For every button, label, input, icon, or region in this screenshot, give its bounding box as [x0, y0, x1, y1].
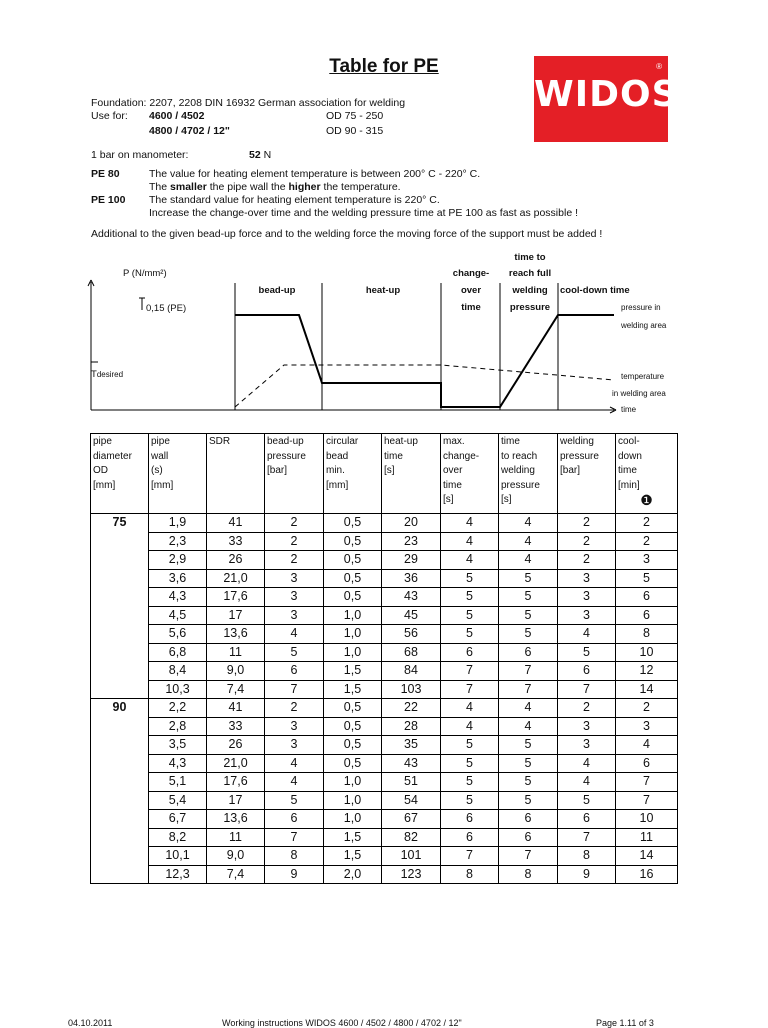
table-cell: 2	[616, 699, 678, 718]
table-cell: 14	[616, 680, 678, 699]
column-header: pipe wall (s) [mm]	[149, 434, 207, 514]
table-cell: 0,5	[324, 754, 382, 773]
table-cell: 2,9	[149, 551, 207, 570]
table-cell: 1,0	[324, 810, 382, 829]
table-cell: 9	[558, 865, 616, 884]
table-cell: 3	[265, 588, 324, 607]
table-cell: 8	[499, 865, 558, 884]
table-cell: 6	[441, 828, 499, 847]
table-cell: 68	[382, 643, 441, 662]
table-body	[91, 514, 678, 884]
table-row	[91, 680, 678, 699]
table-cell: 16	[616, 865, 678, 884]
table-cell: 0,5	[324, 736, 382, 755]
widos-logo	[534, 56, 679, 142]
table-cell: 4,3	[149, 754, 207, 773]
table-cell: 3,5	[149, 736, 207, 755]
table-cell: 9,0	[207, 847, 265, 866]
table-cell: 5	[499, 606, 558, 625]
table-cell: 5,6	[149, 625, 207, 644]
table-cell: 17,6	[207, 588, 265, 607]
table-cell: 13,6	[207, 810, 265, 829]
table-row	[91, 662, 678, 681]
table-cell: 7	[616, 791, 678, 810]
table-cell: 2	[265, 532, 324, 551]
table-cell: 2	[616, 514, 678, 533]
table-cell: 3	[616, 551, 678, 570]
table-cell: 56	[382, 625, 441, 644]
table-cell: 28	[382, 717, 441, 736]
table-row	[91, 736, 678, 755]
table-cell: 4	[441, 551, 499, 570]
table-cell: 4	[441, 514, 499, 533]
table-cell: 3	[558, 736, 616, 755]
table-cell: 9	[265, 865, 324, 884]
reach-label-2: reach full	[508, 268, 552, 279]
table-cell: 7	[616, 773, 678, 792]
table-cell: 4	[558, 625, 616, 644]
column-header: heat-up time [s]	[382, 434, 441, 514]
table-cell: 41	[207, 514, 265, 533]
table-row	[91, 828, 678, 847]
table-cell: 6	[616, 588, 678, 607]
table-cell: 10	[616, 810, 678, 829]
change-over-label-2: over	[460, 285, 482, 296]
table-cell: 5	[558, 643, 616, 662]
table-cell: 4	[499, 699, 558, 718]
table-cell: 6,8	[149, 643, 207, 662]
table-cell: 17	[207, 791, 265, 810]
footer-page: Page 1.11 of 3	[596, 1018, 654, 1028]
column-header: bead-up pressure [bar]	[265, 434, 324, 514]
table-cell: 4	[499, 532, 558, 551]
table-cell: 7,4	[207, 680, 265, 699]
table-row	[91, 791, 678, 810]
table-cell: 11	[207, 828, 265, 847]
table-cell: 20	[382, 514, 441, 533]
table-cell: 3	[265, 569, 324, 588]
table-cell: 9,0	[207, 662, 265, 681]
pressure-in-label-2: welding area	[621, 321, 667, 330]
table-cell: 17	[207, 606, 265, 625]
table-cell: 7	[441, 847, 499, 866]
table-cell: 84	[382, 662, 441, 681]
table-cell: 21,0	[207, 569, 265, 588]
table-cell: 21,0	[207, 754, 265, 773]
pipe-diameter-cell	[91, 569, 149, 588]
table-cell: 8,2	[149, 828, 207, 847]
table-cell: 67	[382, 810, 441, 829]
model-b: 4800 / 4702 / 12"	[149, 125, 230, 137]
pressure-curve	[235, 315, 614, 407]
page-title: Table for PE	[329, 56, 439, 77]
table-cell: 7	[499, 680, 558, 699]
pressure-value-label: 0,15 (PE)	[146, 303, 187, 314]
table-cell: 6	[499, 643, 558, 662]
pipe-diameter-cell	[91, 662, 149, 681]
table-cell: 4,3	[149, 588, 207, 607]
pipe-diameter-cell	[91, 532, 149, 551]
table-cell: 4	[499, 551, 558, 570]
table-cell: 26	[207, 736, 265, 755]
table-cell: 4	[441, 532, 499, 551]
table-cell: 5	[265, 643, 324, 662]
table-row	[91, 569, 678, 588]
table-cell: 0,5	[324, 569, 382, 588]
table-cell: 43	[382, 754, 441, 773]
foundation-text: Foundation: 2207, 2208 DIN 16932 German association for welding	[91, 97, 406, 109]
table-cell: 7	[441, 662, 499, 681]
table-cell: 3	[558, 606, 616, 625]
table-cell: 5	[499, 569, 558, 588]
table-cell: 12	[616, 662, 678, 681]
table-row	[91, 699, 678, 718]
cool-down-label: cool-down time	[560, 285, 630, 296]
pe80-line-1: The value for heating element temperature is between 200° C - 220° C.	[149, 168, 481, 180]
table-row	[91, 754, 678, 773]
temperature-label-2: in welding area	[612, 389, 666, 398]
table-cell: 4	[441, 699, 499, 718]
pipe-diameter-cell	[91, 810, 149, 829]
table-cell: 8	[441, 865, 499, 884]
table-cell: 1,5	[324, 847, 382, 866]
table-cell: 7	[558, 828, 616, 847]
pipe-diameter-cell	[91, 773, 149, 792]
table-cell: 2,0	[324, 865, 382, 884]
table-cell: 3,6	[149, 569, 207, 588]
table-cell: 22	[382, 699, 441, 718]
bead-up-label: bead-up	[258, 285, 296, 296]
table-cell: 10,3	[149, 680, 207, 699]
table-cell: 7	[441, 680, 499, 699]
table-cell: 0,5	[324, 588, 382, 607]
table-cell: 4	[558, 754, 616, 773]
table-cell: 13,6	[207, 625, 265, 644]
table-cell: 3	[558, 717, 616, 736]
pe100-line-1: The standard value for heating element temperature is 220° C.	[149, 194, 440, 206]
model-a: 4600 / 4502	[149, 110, 205, 122]
footer-document: Working instructions WIDOS 4600 / 4502 / 4800 / 4702 / 12"	[222, 1018, 462, 1028]
table-cell: 1,0	[324, 625, 382, 644]
table-cell: 2	[558, 699, 616, 718]
table-cell: 10	[616, 643, 678, 662]
table-cell: 0,5	[324, 717, 382, 736]
table-cell: 12,3	[149, 865, 207, 884]
table-cell: 36	[382, 569, 441, 588]
table-cell: 11	[616, 828, 678, 847]
table-row	[91, 532, 678, 551]
table-cell: 43	[382, 588, 441, 607]
reach-label-4: pressure	[509, 302, 551, 313]
table-cell: 2,2	[149, 699, 207, 718]
table-cell: 3	[265, 717, 324, 736]
table-cell: 2,8	[149, 717, 207, 736]
pipe-diameter-cell	[91, 828, 149, 847]
table-cell: 2	[558, 514, 616, 533]
table-cell: 10,1	[149, 847, 207, 866]
column-header: SDR	[207, 434, 265, 514]
table-cell: 45	[382, 606, 441, 625]
table-header-row	[91, 434, 678, 514]
column-header: time to reach welding pressure [s]	[499, 434, 558, 514]
table-cell: 103	[382, 680, 441, 699]
table-cell: 7	[265, 828, 324, 847]
table-cell: 6	[441, 810, 499, 829]
pe80-label: PE 80	[91, 168, 120, 180]
table-cell: 4	[499, 717, 558, 736]
table-cell: 5	[499, 791, 558, 810]
table-row	[91, 847, 678, 866]
table-cell: 8,4	[149, 662, 207, 681]
table-cell: 4	[265, 773, 324, 792]
column-header: pipe diameter OD [mm]	[91, 434, 149, 514]
pipe-diameter-cell	[91, 717, 149, 736]
reach-label-3: welding	[512, 285, 548, 296]
table-cell: 29	[382, 551, 441, 570]
pipe-diameter-cell	[91, 680, 149, 699]
pe80-line-2: The smaller the pipe wall the higher the temperature.	[149, 181, 401, 193]
table-cell: 2	[558, 532, 616, 551]
table-cell: 3	[558, 569, 616, 588]
table-row	[91, 643, 678, 662]
table-cell: 7	[499, 662, 558, 681]
table-cell: 5	[499, 588, 558, 607]
table-row	[91, 514, 678, 533]
column-header: max. change- over time [s]	[441, 434, 499, 514]
table-cell: 4	[616, 736, 678, 755]
pipe-diameter-cell	[91, 625, 149, 644]
table-cell: 5	[558, 791, 616, 810]
temperature-curve	[235, 365, 614, 407]
welding-cycle-diagram	[84, 250, 684, 425]
pressure-in-label-1: pressure in	[621, 303, 661, 312]
pressure-axis-label: P (N/mm²)	[123, 268, 167, 279]
table-cell: 2	[265, 514, 324, 533]
table-cell: 2,3	[149, 532, 207, 551]
table-cell: 5	[616, 569, 678, 588]
table-cell: 3	[558, 588, 616, 607]
table-cell: 7	[558, 680, 616, 699]
table-cell: 7,4	[207, 865, 265, 884]
table-cell: 6	[265, 662, 324, 681]
table-cell: 5,4	[149, 791, 207, 810]
table-cell: 1,5	[324, 680, 382, 699]
table-row	[91, 606, 678, 625]
table-cell: 1,5	[324, 828, 382, 847]
table-row	[91, 773, 678, 792]
table-cell: 5	[441, 625, 499, 644]
table-row	[91, 625, 678, 644]
table-cell: 41	[207, 699, 265, 718]
table-cell: 17,6	[207, 773, 265, 792]
pipe-diameter-cell	[91, 606, 149, 625]
pipe-diameter-cell: 75	[91, 514, 149, 533]
table-cell: 14	[616, 847, 678, 866]
table-cell: 5	[441, 773, 499, 792]
table-cell: 5	[499, 736, 558, 755]
table-cell: 1,0	[324, 791, 382, 810]
table-cell: 6	[441, 643, 499, 662]
table-cell: 0,5	[324, 532, 382, 551]
table-cell: 1,9	[149, 514, 207, 533]
table-cell: 4	[558, 773, 616, 792]
welding-parameters-table	[90, 433, 678, 884]
table-cell: 54	[382, 791, 441, 810]
table-cell: 6	[558, 810, 616, 829]
table-cell: 5,1	[149, 773, 207, 792]
table-cell: 0,5	[324, 699, 382, 718]
table-cell: 6	[616, 606, 678, 625]
table-cell: 5	[499, 754, 558, 773]
table-cell: 35	[382, 736, 441, 755]
table-cell: 0,5	[324, 514, 382, 533]
table-cell: 11	[207, 643, 265, 662]
table-cell: 2	[265, 551, 324, 570]
table-cell: 33	[207, 717, 265, 736]
table-cell: 51	[382, 773, 441, 792]
pe100-label: PE 100	[91, 194, 126, 206]
table-cell: 101	[382, 847, 441, 866]
column-header: welding pressure [bar]	[558, 434, 616, 514]
pipe-diameter-cell: 90	[91, 699, 149, 718]
table-cell: 5	[499, 773, 558, 792]
table-cell: 5	[499, 625, 558, 644]
column-header: circular bead min. [mm]	[324, 434, 382, 514]
table-row	[91, 810, 678, 829]
table-row	[91, 588, 678, 607]
table-cell: 6	[558, 662, 616, 681]
table-row	[91, 551, 678, 570]
heat-up-label: heat-up	[365, 285, 401, 296]
temperature-label-1: temperature	[621, 372, 665, 381]
table-cell: 3	[265, 736, 324, 755]
table-cell: 2	[265, 699, 324, 718]
table-cell: 123	[382, 865, 441, 884]
bar-manometer-label: 1 bar on manometer:	[91, 149, 189, 161]
pe100-line-2: Increase the change-over time and the welding pressure time at PE 100 as fast as possible !	[149, 207, 578, 219]
table-cell: 82	[382, 828, 441, 847]
logo-text: WIDOS	[534, 74, 679, 115]
table-cell: 6	[499, 810, 558, 829]
table-cell: 1,0	[324, 606, 382, 625]
table-cell: 6,7	[149, 810, 207, 829]
table-cell: 1,0	[324, 643, 382, 662]
table-cell: 33	[207, 532, 265, 551]
table-cell: 5	[441, 606, 499, 625]
table-cell: 4	[265, 754, 324, 773]
logo-registered-mark: ®	[656, 62, 662, 71]
table-cell: 23	[382, 532, 441, 551]
table-row	[91, 717, 678, 736]
table-cell: 6	[499, 828, 558, 847]
table-cell: 2	[558, 551, 616, 570]
table-cell: 4	[265, 625, 324, 644]
table-cell: 8	[558, 847, 616, 866]
change-over-label-1: change-	[452, 268, 490, 279]
table-cell: 5	[441, 588, 499, 607]
footer-date: 04.10.2011	[68, 1018, 113, 1028]
pipe-diameter-cell	[91, 588, 149, 607]
table-cell: 5	[441, 569, 499, 588]
bar-manometer-value: 52 N	[249, 149, 272, 161]
pipe-diameter-cell	[91, 791, 149, 810]
table-cell: 1,5	[324, 662, 382, 681]
table-cell: 26	[207, 551, 265, 570]
table-cell: 4	[441, 717, 499, 736]
note-marker-icon: ❶	[640, 492, 653, 508]
pipe-diameter-cell	[91, 865, 149, 884]
table-cell: 3	[265, 606, 324, 625]
column-header: cool- down time [min] ❶	[616, 434, 678, 514]
table-cell: 5	[265, 791, 324, 810]
pipe-diameter-cell	[91, 643, 149, 662]
t-desired-label: Tdesired	[91, 369, 124, 380]
change-over-label-3: time	[461, 302, 481, 313]
reach-label-1: time to	[514, 252, 546, 263]
pipe-diameter-cell	[91, 551, 149, 570]
table-cell: 6	[265, 810, 324, 829]
table-cell: 0,5	[324, 551, 382, 570]
table-cell: 5	[441, 736, 499, 755]
pipe-diameter-cell	[91, 736, 149, 755]
use-for-label: Use for:	[91, 110, 128, 122]
range-a: OD 75 - 250	[326, 110, 384, 122]
pipe-diameter-cell	[91, 847, 149, 866]
table-cell: 5	[441, 791, 499, 810]
table-cell: 4	[499, 514, 558, 533]
table-cell: 3	[616, 717, 678, 736]
additional-note: Additional to the given bead-up force and to the welding force the moving force of the support must be added !	[91, 228, 603, 240]
table-cell: 7	[265, 680, 324, 699]
table-cell: 8	[265, 847, 324, 866]
range-b: OD 90 - 315	[326, 125, 384, 137]
table-cell: 5	[441, 754, 499, 773]
table-cell: 7	[499, 847, 558, 866]
table-row	[91, 865, 678, 884]
pipe-diameter-cell	[91, 754, 149, 773]
table-cell: 2	[616, 532, 678, 551]
table-cell: 6	[616, 754, 678, 773]
time-axis-label: time	[621, 405, 637, 414]
table-cell: 8	[616, 625, 678, 644]
table-cell: 1,0	[324, 773, 382, 792]
table-cell: 4,5	[149, 606, 207, 625]
